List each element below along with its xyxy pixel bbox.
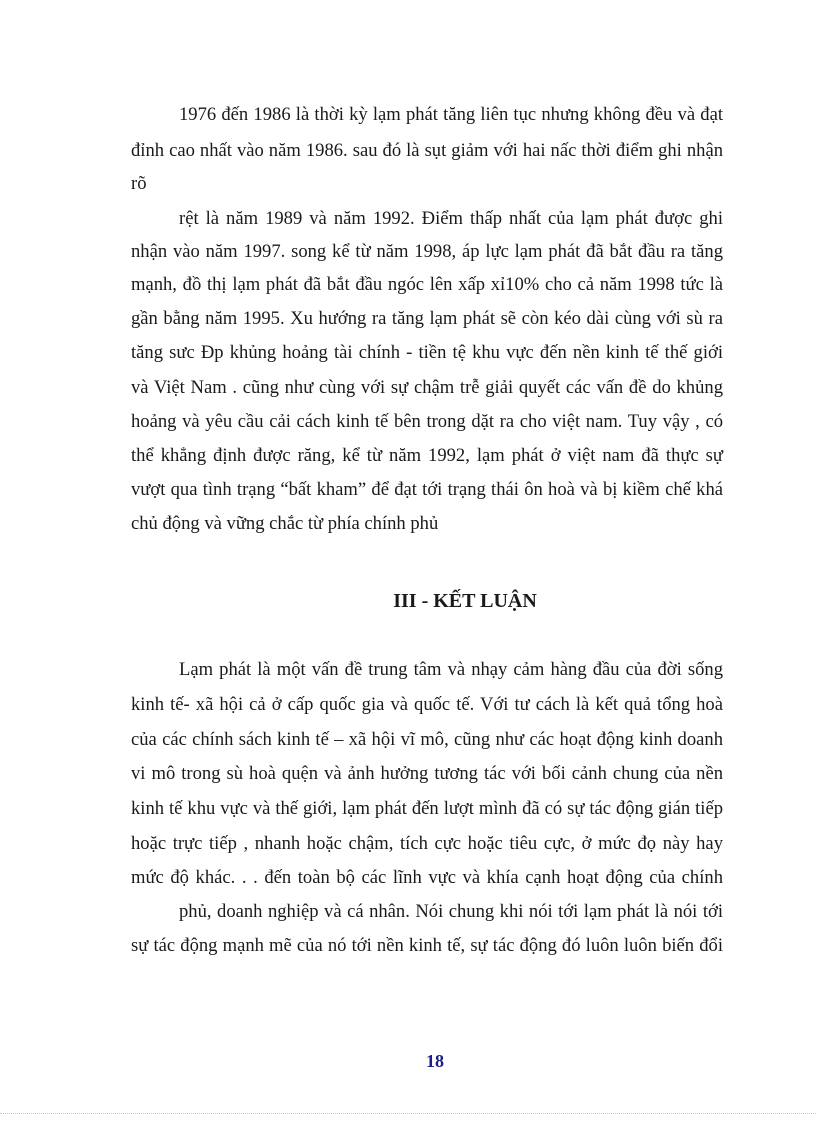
text-line: rệt là năm 1989 và năm 1992. Điểm thấp nhất của lạm phát được ghi: [179, 208, 723, 229]
text-line: Lạm phát là một vấn đề trung tâm và nhạy cảm hàng đầu của đời sống: [179, 659, 723, 680]
text-line: rõ: [131, 173, 147, 194]
text-line: hoặc trực tiếp , nhanh hoặc chậm, tích cực hoặc tiêu cực, ở mức đọ này hay: [131, 833, 723, 854]
footer-divider: [0, 1113, 816, 1114]
text-line: hoảng và yêu cầu cải cách kinh tế bên trong dặt ra cho việt nam. Tuy vậy , có: [131, 411, 723, 432]
text-line: nhận vào năm 1997. song kể từ năm 1998, áp lực lạm phát đã bắt đầu ra tăng: [131, 241, 723, 262]
text-line: vượt qua tình trạng “bất kham” để đạt tới trạng thái ôn hoà và bị kiềm chế khá: [131, 479, 723, 500]
text-line: chủ động và vững chắc từ phía chính phủ: [131, 513, 439, 534]
text-line: thể khẳng định được răng, kể từ năm 1992, lạm phát ở việt nam đã thực sự: [131, 445, 723, 466]
text-line: tăng sưc Đp khủng hoảng tài chính - tiền tệ khu vực đến nền kinh tế thế giới: [131, 342, 723, 363]
text-line: đỉnh cao nhất vào năm 1986. sau đó là sụt giảm với hai nấc thời điểm ghi nhận: [131, 140, 723, 161]
text-line: 1976 đến 1986 là thời kỳ lạm phát tăng liên tục nhưng không đều và đạt: [179, 104, 723, 125]
section-heading: III - KẾT LUẬN: [393, 590, 537, 612]
text-line: và Việt Nam . cũng như cùng với sự chậm trễ giải quyết các vấn đề do khủng: [131, 377, 723, 398]
text-line: kinh tế khu vực và thế giới, lạm phát đến lượt mình đã có sự tác động gián tiếp: [131, 798, 723, 819]
page-number: 18: [426, 1051, 444, 1071]
text-line: mạnh, đồ thị lạm phát đã bắt đầu ngóc lên xấp xỉ10% cho cả năm 1998 tức là: [131, 274, 723, 295]
text-line: phủ, doanh nghiệp và cá nhân. Nói chung khi nói tới lạm phát là nói tới: [179, 901, 723, 922]
text-line: sự tác động mạnh mẽ của nó tới nền kinh tế, sự tác động đó luôn luôn biến đổi: [131, 935, 723, 956]
text-line: của các chính sách kinh tế – xã hội vĩ mô, cũng như các hoạt động kinh doanh: [131, 729, 723, 750]
text-line: vi mô trong sù hoà quện và ảnh hưởng tương tác với bối cảnh chung của nền: [131, 763, 723, 784]
text-line: kinh tế- xã hội cả ở cấp quốc gia và quốc tế. Với tư cách là kết quả tổng hoà: [131, 694, 723, 715]
text-line: mức độ khác. . . đến toàn bộ các lĩnh vực và khía cạnh hoạt động của chính: [131, 867, 723, 888]
text-line: gần bằng năm 1995. Xu hướng ra tăng lạm phát sẽ còn kéo dài cùng với sù ra: [131, 308, 723, 329]
